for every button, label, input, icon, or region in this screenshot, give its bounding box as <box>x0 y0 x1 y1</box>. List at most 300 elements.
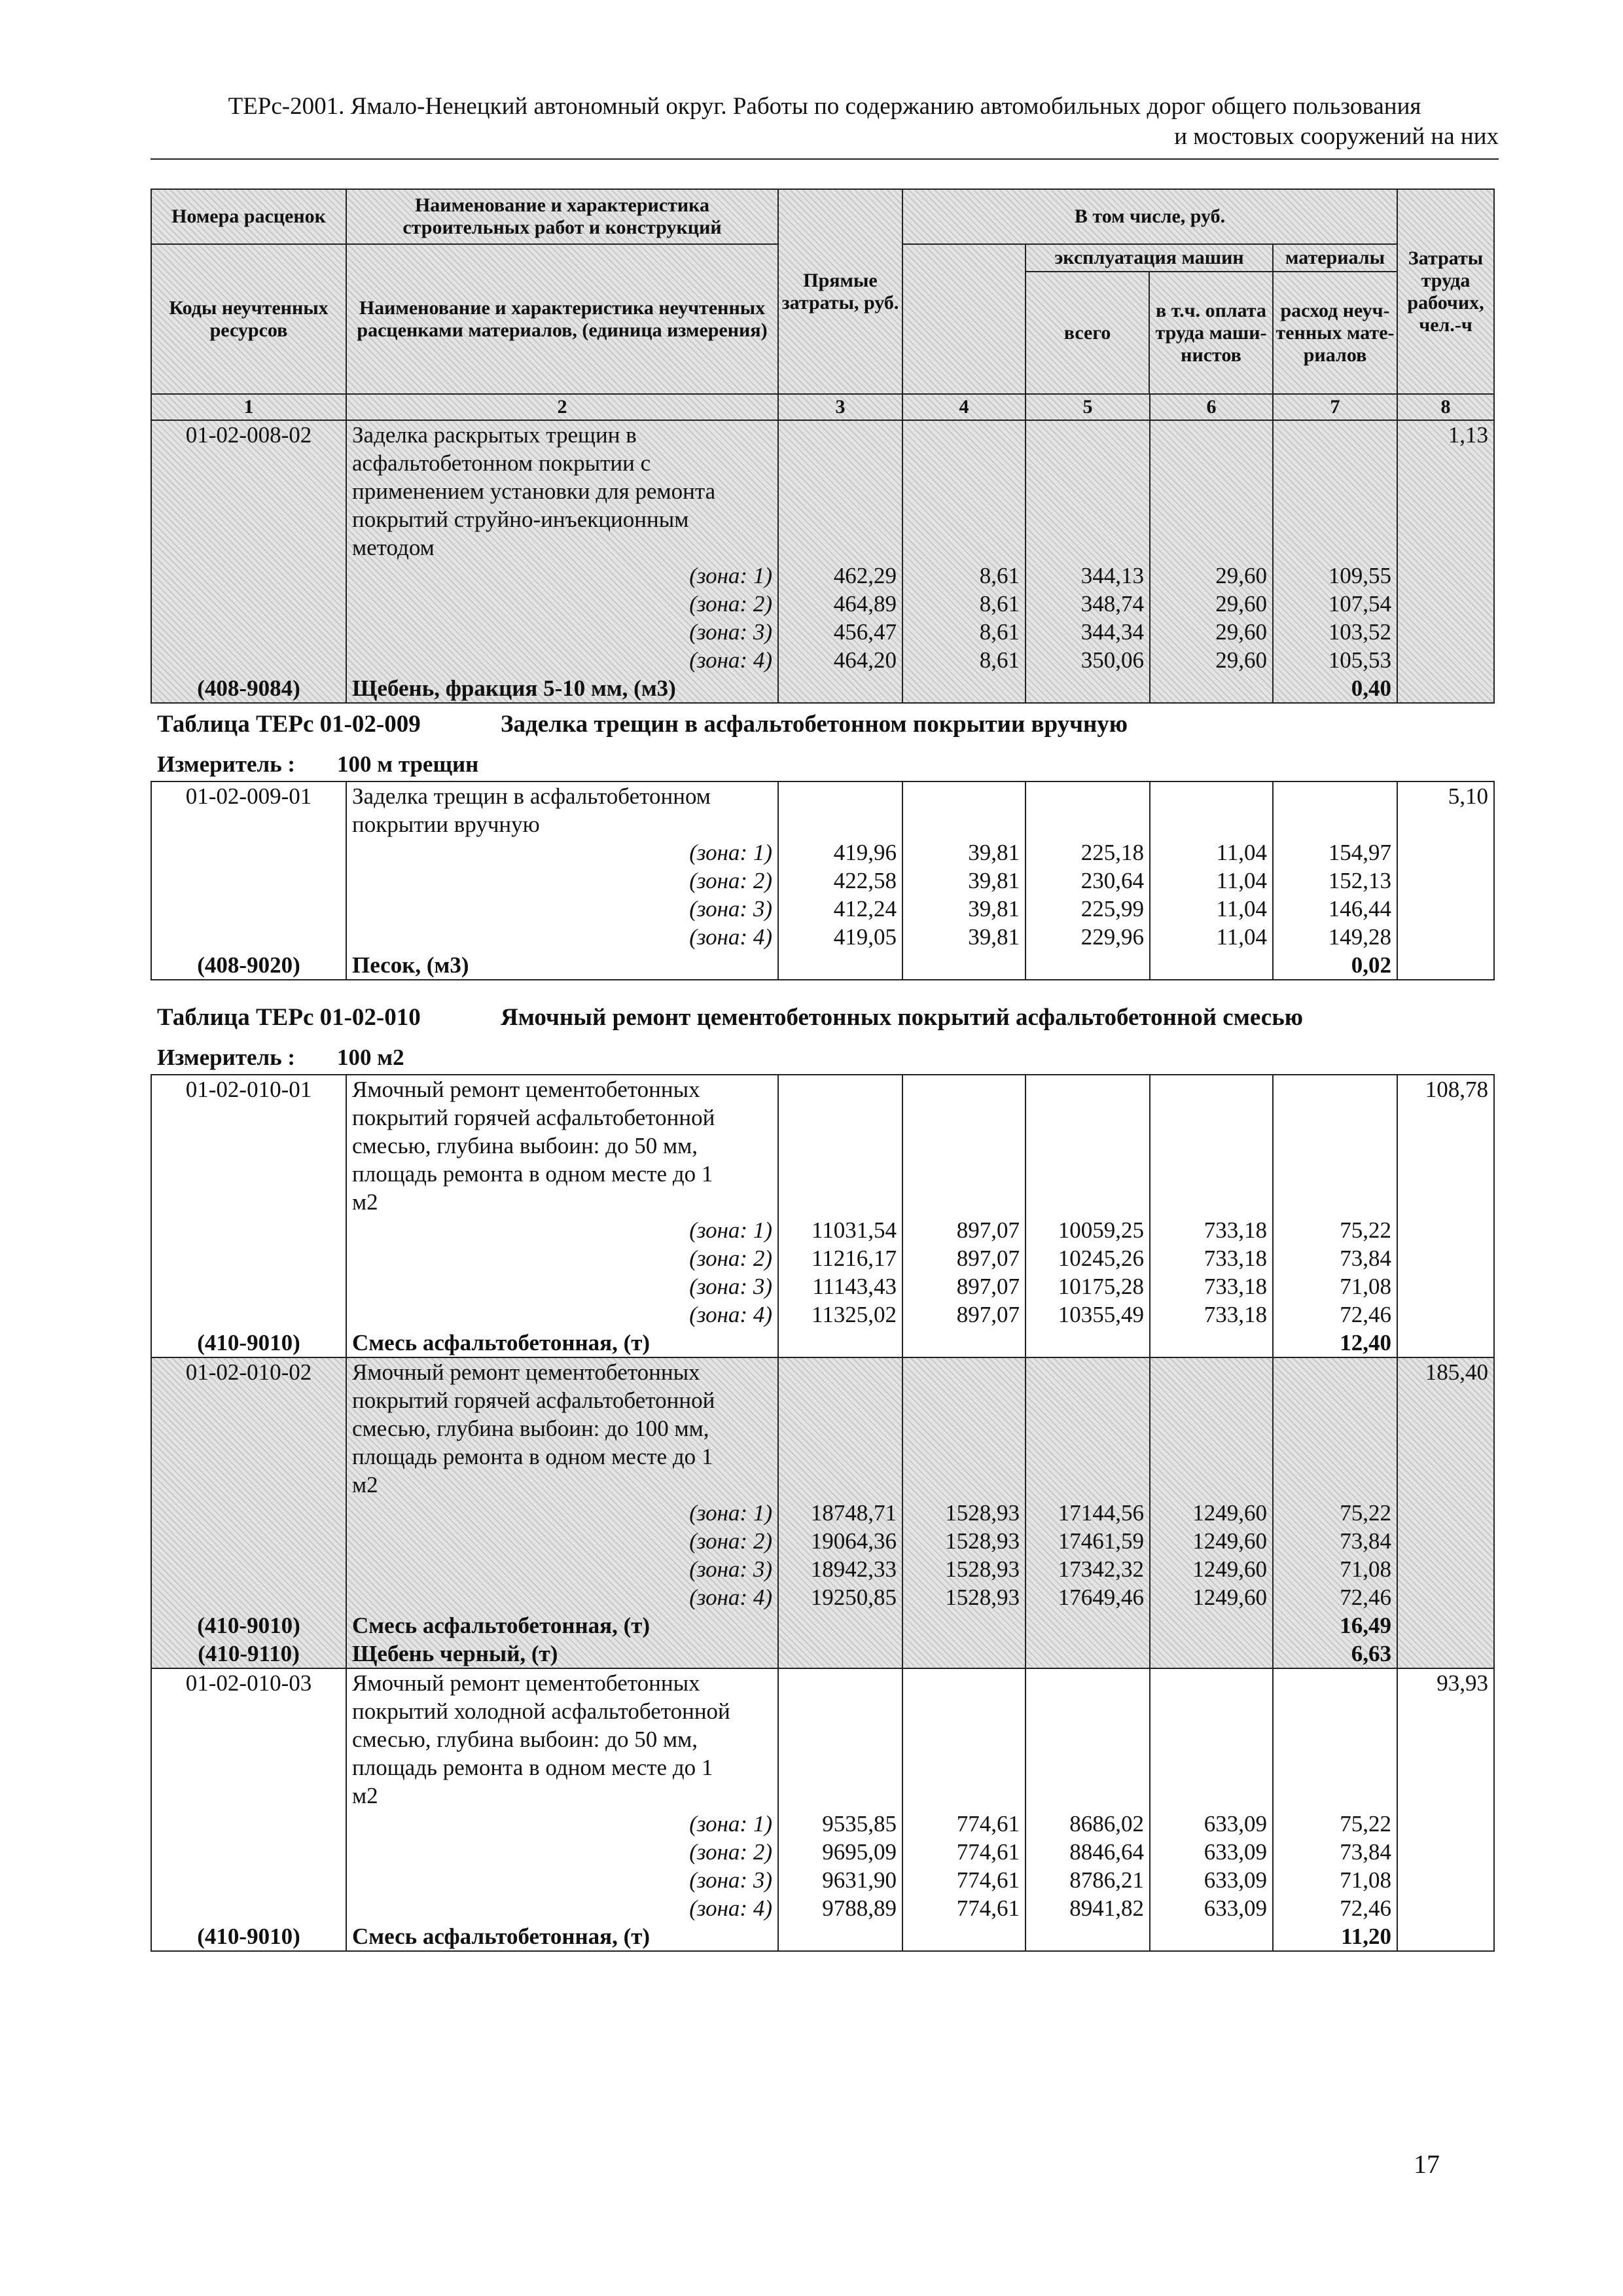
labor-pay: 39,81 <box>968 924 1020 950</box>
machine-cost: 17461,59 <box>1058 1528 1144 1554</box>
spacer <box>157 867 340 895</box>
spacer <box>157 590 340 618</box>
spacer <box>1279 1753 1391 1782</box>
rates-table-008 <box>151 188 1495 704</box>
rate-code-cell <box>151 1075 346 1357</box>
spacer <box>157 1697 340 1725</box>
labor-pay: 774,61 <box>956 1895 1020 1921</box>
labor-pay: 8,61 <box>979 563 1020 588</box>
spacer <box>1031 1611 1144 1640</box>
spacer <box>784 1725 897 1753</box>
spacer <box>1279 1697 1391 1725</box>
material-cost: 73,84 <box>1340 1246 1391 1271</box>
rate-code: 01-02-010-03 <box>185 1670 312 1696</box>
column-number: 5 <box>1026 394 1150 420</box>
col-machines-operator-pay: в т.ч. оплата труда маши-нистов <box>1155 299 1267 366</box>
spacer <box>157 1866 340 1894</box>
spacer <box>1279 1358 1391 1386</box>
spacer <box>1031 477 1144 505</box>
operator-pay: 11,04 <box>1216 924 1267 950</box>
operator-pay: 29,60 <box>1215 619 1267 645</box>
spacer <box>784 951 897 979</box>
spacer <box>157 1894 340 1922</box>
labor-pay: 8,61 <box>979 647 1020 673</box>
labor-pay: 8,61 <box>979 619 1020 645</box>
spacer <box>1156 1188 1267 1216</box>
labor-cost-cell <box>1397 1075 1494 1357</box>
machine-cost: 10059,25 <box>1058 1217 1144 1243</box>
resource-code: (408-9020) <box>197 952 300 978</box>
operator-pay: 733,18 <box>1204 1302 1267 1327</box>
spacer <box>1156 1922 1267 1950</box>
spacer <box>1156 1414 1267 1443</box>
material-cost-cell <box>1273 420 1397 703</box>
direct-cost: 18942,33 <box>810 1556 897 1582</box>
rate-code-cell <box>151 781 346 980</box>
material-cost: 73,84 <box>1340 1839 1391 1865</box>
direct-cost: 456,47 <box>833 619 897 645</box>
spacer <box>1156 477 1267 505</box>
zone-label: (зона: 3) <box>689 1867 772 1893</box>
machine-cost: 10245,26 <box>1058 1246 1144 1271</box>
rates-table-010 <box>151 1074 1495 1952</box>
spacer <box>1156 674 1267 702</box>
running-header <box>151 92 1499 152</box>
operator-pay: 29,60 <box>1215 591 1267 617</box>
page-number: 17 <box>1414 2149 1440 2179</box>
rate-description-line: м2 <box>352 1783 378 1808</box>
spacer <box>908 1922 1020 1950</box>
spacer <box>1279 1188 1391 1216</box>
zone-label: (зона: 1) <box>689 1217 772 1243</box>
rate-description-line: покрытий холодной асфальтобетонной <box>352 1698 730 1724</box>
spacer <box>157 1499 340 1527</box>
spacer <box>157 449 340 477</box>
material-cost-cell <box>1273 1668 1397 1951</box>
rate-code: 01-02-009-01 <box>185 783 312 809</box>
spacer <box>1156 1725 1267 1753</box>
spacer <box>157 1471 340 1499</box>
spacer <box>157 810 340 838</box>
spacer <box>1156 810 1267 838</box>
machine-cost: 17144,56 <box>1058 1500 1144 1526</box>
resource-name: Песок, (м3) <box>352 952 469 978</box>
spacer <box>157 838 340 867</box>
spacer <box>1156 1782 1267 1810</box>
spacer <box>157 618 340 646</box>
spacer <box>1156 505 1267 533</box>
spacer <box>1279 449 1391 477</box>
material-cost: 71,08 <box>1340 1867 1391 1893</box>
spacer <box>784 1471 897 1499</box>
labor-cost-cell <box>1397 781 1494 980</box>
table-code: Таблица ТЕРс 01-02-009 <box>157 711 421 738</box>
spacer <box>1156 1471 1267 1499</box>
spacer <box>784 1782 897 1810</box>
operator-pay: 733,18 <box>1204 1217 1267 1243</box>
spacer <box>1279 477 1391 505</box>
header-rule <box>151 158 1499 160</box>
spacer <box>157 1838 340 1866</box>
material-cost: 72,46 <box>1340 1585 1391 1610</box>
zone-label: (зона: 2) <box>689 868 772 893</box>
resource-quantity: 11,20 <box>1341 1924 1391 1949</box>
direct-cost-cell <box>778 420 902 703</box>
spacer <box>157 923 340 951</box>
spacer <box>1156 1160 1267 1188</box>
table-title-009 <box>157 710 1128 738</box>
spacer <box>1031 810 1144 838</box>
direct-cost: 11031,54 <box>812 1217 897 1243</box>
resource-code: (410-9010) <box>197 1613 300 1638</box>
spacer <box>1279 782 1391 810</box>
direct-cost: 464,89 <box>833 591 897 617</box>
spacer <box>908 1443 1020 1471</box>
zone-label: (зона: 2) <box>689 1528 772 1554</box>
spacer <box>157 1386 340 1414</box>
spacer <box>1031 1443 1144 1471</box>
machine-cost: 344,13 <box>1080 563 1144 588</box>
rate-description-cell <box>346 1357 778 1668</box>
direct-cost: 9535,85 <box>822 1811 897 1837</box>
spacer <box>1031 1471 1144 1499</box>
col-machines: эксплуатация машин <box>1026 245 1272 272</box>
direct-cost: 464,20 <box>833 647 897 673</box>
meter-value: 100 м2 <box>337 1045 404 1070</box>
machine-cost: 229,96 <box>1080 924 1144 950</box>
spacer <box>1031 1103 1144 1132</box>
labor-cost-cell <box>1397 1357 1494 1668</box>
spacer <box>157 1103 340 1132</box>
spacer <box>908 782 1020 810</box>
spacer <box>784 1386 897 1414</box>
column-number: 2 <box>346 394 778 420</box>
header-line-1: ТЕРс-2001. Ямало-Ненецкий автономный округ. Работы по содержанию автомобильных дорог общего пользования <box>228 93 1421 120</box>
zone-label: (зона: 1) <box>689 1500 772 1526</box>
material-cost: 152,13 <box>1328 868 1391 893</box>
rate-description-line: смесью, глубина выбоин: до 100 мм, <box>352 1416 709 1441</box>
spacer <box>1156 1611 1267 1640</box>
direct-cost: 419,96 <box>833 840 897 865</box>
spacer <box>908 1358 1020 1386</box>
spacer <box>157 562 340 590</box>
column-number: 4 <box>902 394 1026 420</box>
operator-pay-cell <box>1150 1668 1273 1951</box>
material-cost: 71,08 <box>1340 1274 1391 1299</box>
spacer <box>1031 1697 1144 1725</box>
labor-pay: 1528,93 <box>945 1500 1020 1526</box>
spacer <box>157 646 340 674</box>
labor-pay: 897,07 <box>956 1302 1020 1327</box>
material-cost: 75,22 <box>1340 1217 1391 1243</box>
spacer <box>157 895 340 923</box>
spacer <box>784 1188 897 1216</box>
spacer <box>784 782 897 810</box>
spacer <box>1279 1471 1391 1499</box>
zone-label: (зона: 3) <box>689 896 772 922</box>
spacer <box>1156 1358 1267 1386</box>
zone-label: (зона: 1) <box>689 1811 772 1837</box>
spacer <box>1031 1414 1144 1443</box>
spacer <box>908 1725 1020 1753</box>
rate-description-line: площадь ремонта в одном месте до 1 <box>352 1161 713 1187</box>
direct-cost-cell <box>778 1075 902 1357</box>
material-cost: 105,53 <box>1328 647 1392 673</box>
operator-pay: 11,04 <box>1216 896 1267 922</box>
spacer <box>157 477 340 505</box>
machine-cost-cell <box>1026 1075 1150 1357</box>
operator-pay: 1249,60 <box>1192 1528 1267 1554</box>
spacer <box>157 1414 340 1443</box>
spacer <box>784 1669 897 1697</box>
spacer <box>908 533 1020 562</box>
resource-quantity: 16,49 <box>1340 1613 1391 1638</box>
labor-cost: 5,10 <box>1448 783 1488 809</box>
labor-pay: 774,61 <box>956 1839 1020 1865</box>
spacer <box>1279 1103 1391 1132</box>
spacer <box>1031 1386 1144 1414</box>
rate-description-line: Ямочный ремонт цементобетонных <box>352 1359 700 1385</box>
material-cost: 107,54 <box>1328 591 1392 617</box>
zone-label: (зона: 4) <box>689 1585 772 1610</box>
material-cost-cell <box>1273 781 1397 980</box>
spacer <box>157 1216 340 1244</box>
spacer <box>908 810 1020 838</box>
spacer <box>1156 951 1267 979</box>
spacer <box>908 1329 1020 1357</box>
spacer <box>784 1443 897 1471</box>
labor-pay: 39,81 <box>968 868 1020 893</box>
spacer <box>784 1103 897 1132</box>
table-name: Заделка трещин в асфальтобетонном покрытии вручную <box>501 711 1128 738</box>
labor-pay: 774,61 <box>956 1811 1020 1837</box>
spacer <box>1156 1669 1267 1697</box>
material-cost: 72,46 <box>1340 1302 1391 1327</box>
resource-code: (410-9010) <box>197 1924 300 1949</box>
resource-quantity: 6,63 <box>1351 1641 1391 1666</box>
spacer <box>1156 1075 1267 1103</box>
spacer <box>157 1443 340 1471</box>
spacer <box>908 1611 1020 1640</box>
material-cost: 109,55 <box>1328 563 1392 588</box>
operator-pay-cell <box>1150 420 1273 703</box>
spacer <box>908 1160 1020 1188</box>
resource-name: Смесь асфальтобетонная, (т) <box>352 1330 651 1355</box>
spacer <box>1031 421 1144 449</box>
spacer <box>1031 533 1144 562</box>
rate-description-line: покрытий горячей асфальтобетонной <box>352 1388 715 1413</box>
spacer <box>908 1471 1020 1499</box>
operator-pay: 1249,60 <box>1192 1556 1267 1582</box>
resource-name: Смесь асфальтобетонная, (т) <box>352 1613 651 1638</box>
spacer <box>1279 1414 1391 1443</box>
rate-description-line: методом <box>352 535 435 560</box>
rate-description-line: Ямочный ремонт цементобетонных <box>352 1077 700 1102</box>
machine-cost: 225,18 <box>1080 840 1144 865</box>
spacer <box>1279 1782 1391 1810</box>
zone-label: (зона: 1) <box>689 563 772 588</box>
labor-pay-cell <box>902 1668 1026 1951</box>
spacer <box>784 477 897 505</box>
spacer <box>1031 1640 1144 1668</box>
rate-description-line: площадь ремонта в одном месте до 1 <box>352 1755 713 1780</box>
rate-description-line: м2 <box>352 1189 378 1215</box>
spacer <box>908 1103 1020 1132</box>
operator-pay: 1249,60 <box>1192 1585 1267 1610</box>
labor-pay: 897,07 <box>956 1274 1020 1299</box>
material-cost-cell <box>1273 1075 1397 1357</box>
rate-row <box>151 1075 1494 1357</box>
labor-cost: 108,78 <box>1425 1077 1488 1102</box>
direct-cost: 462,29 <box>833 563 897 588</box>
machine-cost: 225,99 <box>1080 896 1144 922</box>
rate-description-line: Ямочный ремонт цементобетонных <box>352 1670 700 1696</box>
header-line-2: и мостовых сооружений на них <box>1174 123 1499 150</box>
rate-code-cell <box>151 1668 346 1951</box>
spacer <box>157 1782 340 1810</box>
machine-cost-cell <box>1026 1668 1150 1951</box>
spacer <box>1279 1725 1391 1753</box>
zone-label: (зона: 4) <box>689 647 772 673</box>
table-column-header <box>151 189 1494 420</box>
labor-cost-cell <box>1397 1668 1494 1951</box>
operator-pay: 11,04 <box>1216 840 1267 865</box>
machine-cost: 17649,46 <box>1058 1585 1144 1610</box>
labor-pay-cell <box>902 1075 1026 1357</box>
spacer <box>784 1611 897 1640</box>
spacer <box>784 1922 897 1950</box>
spacer <box>157 533 340 562</box>
rate-code: 01-02-010-01 <box>185 1077 312 1102</box>
operator-pay: 733,18 <box>1204 1274 1267 1299</box>
spacer <box>1279 1443 1391 1471</box>
zone-label: (зона: 3) <box>689 1274 772 1299</box>
spacer <box>157 1300 340 1329</box>
spacer <box>1031 1358 1144 1386</box>
spacer <box>1279 1132 1391 1160</box>
machine-cost-cell <box>1026 420 1150 703</box>
machine-cost: 10355,49 <box>1058 1302 1144 1327</box>
direct-cost-cell <box>778 1357 902 1668</box>
direct-cost-cell <box>778 781 902 980</box>
spacer <box>1279 505 1391 533</box>
material-cost: 149,28 <box>1328 924 1391 950</box>
direct-cost: 422,58 <box>833 868 897 893</box>
zone-label: (зона: 2) <box>689 591 772 617</box>
direct-cost: 18748,71 <box>810 1500 897 1526</box>
machine-cost: 344,34 <box>1080 619 1144 645</box>
table-name: Ямочный ремонт цементобетонных покрытий асфальтобетонной смесью <box>501 1004 1304 1031</box>
machine-cost: 8686,02 <box>1069 1811 1144 1837</box>
spacer <box>908 1669 1020 1697</box>
spacer <box>908 1075 1020 1103</box>
rate-row <box>151 420 1494 703</box>
column-number: 7 <box>1273 394 1397 420</box>
spacer <box>157 1810 340 1838</box>
spacer <box>1031 1725 1144 1753</box>
column-number: 6 <box>1150 394 1273 420</box>
spacer <box>1279 533 1391 562</box>
direct-cost: 9788,89 <box>822 1895 897 1921</box>
material-cost: 72,46 <box>1340 1895 1391 1921</box>
labor-pay: 897,07 <box>956 1246 1020 1271</box>
spacer <box>908 1188 1020 1216</box>
spacer <box>157 1160 340 1188</box>
spacer <box>784 1329 897 1357</box>
labor-pay: 8,61 <box>979 591 1020 617</box>
spacer <box>908 1697 1020 1725</box>
machine-cost: 348,74 <box>1080 591 1144 617</box>
direct-cost: 11325,02 <box>812 1302 897 1327</box>
column-number: 3 <box>778 394 902 420</box>
spacer <box>1156 1386 1267 1414</box>
rate-description-line: смесью, глубина выбоин: до 50 мм, <box>352 1727 698 1752</box>
rate-code: 01-02-010-02 <box>185 1359 312 1385</box>
operator-pay: 733,18 <box>1204 1246 1267 1271</box>
labor-pay-cell <box>902 1357 1026 1668</box>
operator-pay: 29,60 <box>1215 563 1267 588</box>
spacer <box>908 1414 1020 1443</box>
spacer <box>1031 1782 1144 1810</box>
spacer <box>1031 951 1144 979</box>
operator-pay: 633,09 <box>1204 1867 1267 1893</box>
resource-quantity: 0,40 <box>1351 675 1392 701</box>
direct-cost: 19250,85 <box>810 1585 897 1610</box>
rate-description-line: покрытии вручную <box>352 812 540 837</box>
labor-pay-cell <box>902 781 1026 980</box>
col-work-name: Наименование и характеристика строительных работ и конструкций <box>346 189 778 244</box>
column-numbers-row <box>151 394 1494 420</box>
col-materials: материалы <box>1274 245 1397 272</box>
machine-cost-cell <box>1026 1357 1150 1668</box>
spacer <box>908 421 1020 449</box>
table-title-010 <box>157 1003 1304 1031</box>
spacer <box>1156 449 1267 477</box>
operator-pay: 11,04 <box>1216 868 1267 893</box>
material-cost: 75,22 <box>1340 1500 1391 1526</box>
spacer <box>157 1725 340 1753</box>
resource-quantity: 0,02 <box>1351 952 1391 978</box>
spacer <box>157 1188 340 1216</box>
direct-cost: 9695,09 <box>822 1839 897 1865</box>
spacer <box>157 1272 340 1300</box>
rate-description-line: площадь ремонта в одном месте до 1 <box>352 1444 713 1469</box>
labor-pay: 774,61 <box>956 1867 1020 1893</box>
zone-label: (зона: 1) <box>689 840 772 865</box>
spacer <box>1031 674 1144 702</box>
spacer <box>908 1132 1020 1160</box>
resource-quantity: 12,40 <box>1340 1330 1391 1355</box>
rate-code: 01-02-008-02 <box>185 422 312 448</box>
col-rate-numbers: Номера расценок <box>151 189 346 244</box>
col-machines-total: всего <box>1026 272 1150 393</box>
labor-pay: 39,81 <box>968 896 1020 922</box>
spacer <box>784 1753 897 1782</box>
meter-label: Измеритель : <box>157 751 296 777</box>
operator-pay: 29,60 <box>1215 647 1267 673</box>
col-material-name: Наименование и характеристика неучтенных расценками материалов, (единица измерения) <box>346 244 778 394</box>
spacer <box>1031 1329 1144 1357</box>
rate-description-line: Заделка раскрытых трещин в <box>352 422 637 448</box>
spacer <box>784 1075 897 1103</box>
machine-cost: 17342,32 <box>1058 1556 1144 1582</box>
spacer <box>784 1640 897 1668</box>
meter-009 <box>157 751 479 778</box>
zone-label: (зона: 3) <box>689 619 772 645</box>
col-including: В том числе, руб. <box>902 189 1397 244</box>
machine-cost: 8941,82 <box>1069 1895 1144 1921</box>
spacer <box>157 1753 340 1782</box>
